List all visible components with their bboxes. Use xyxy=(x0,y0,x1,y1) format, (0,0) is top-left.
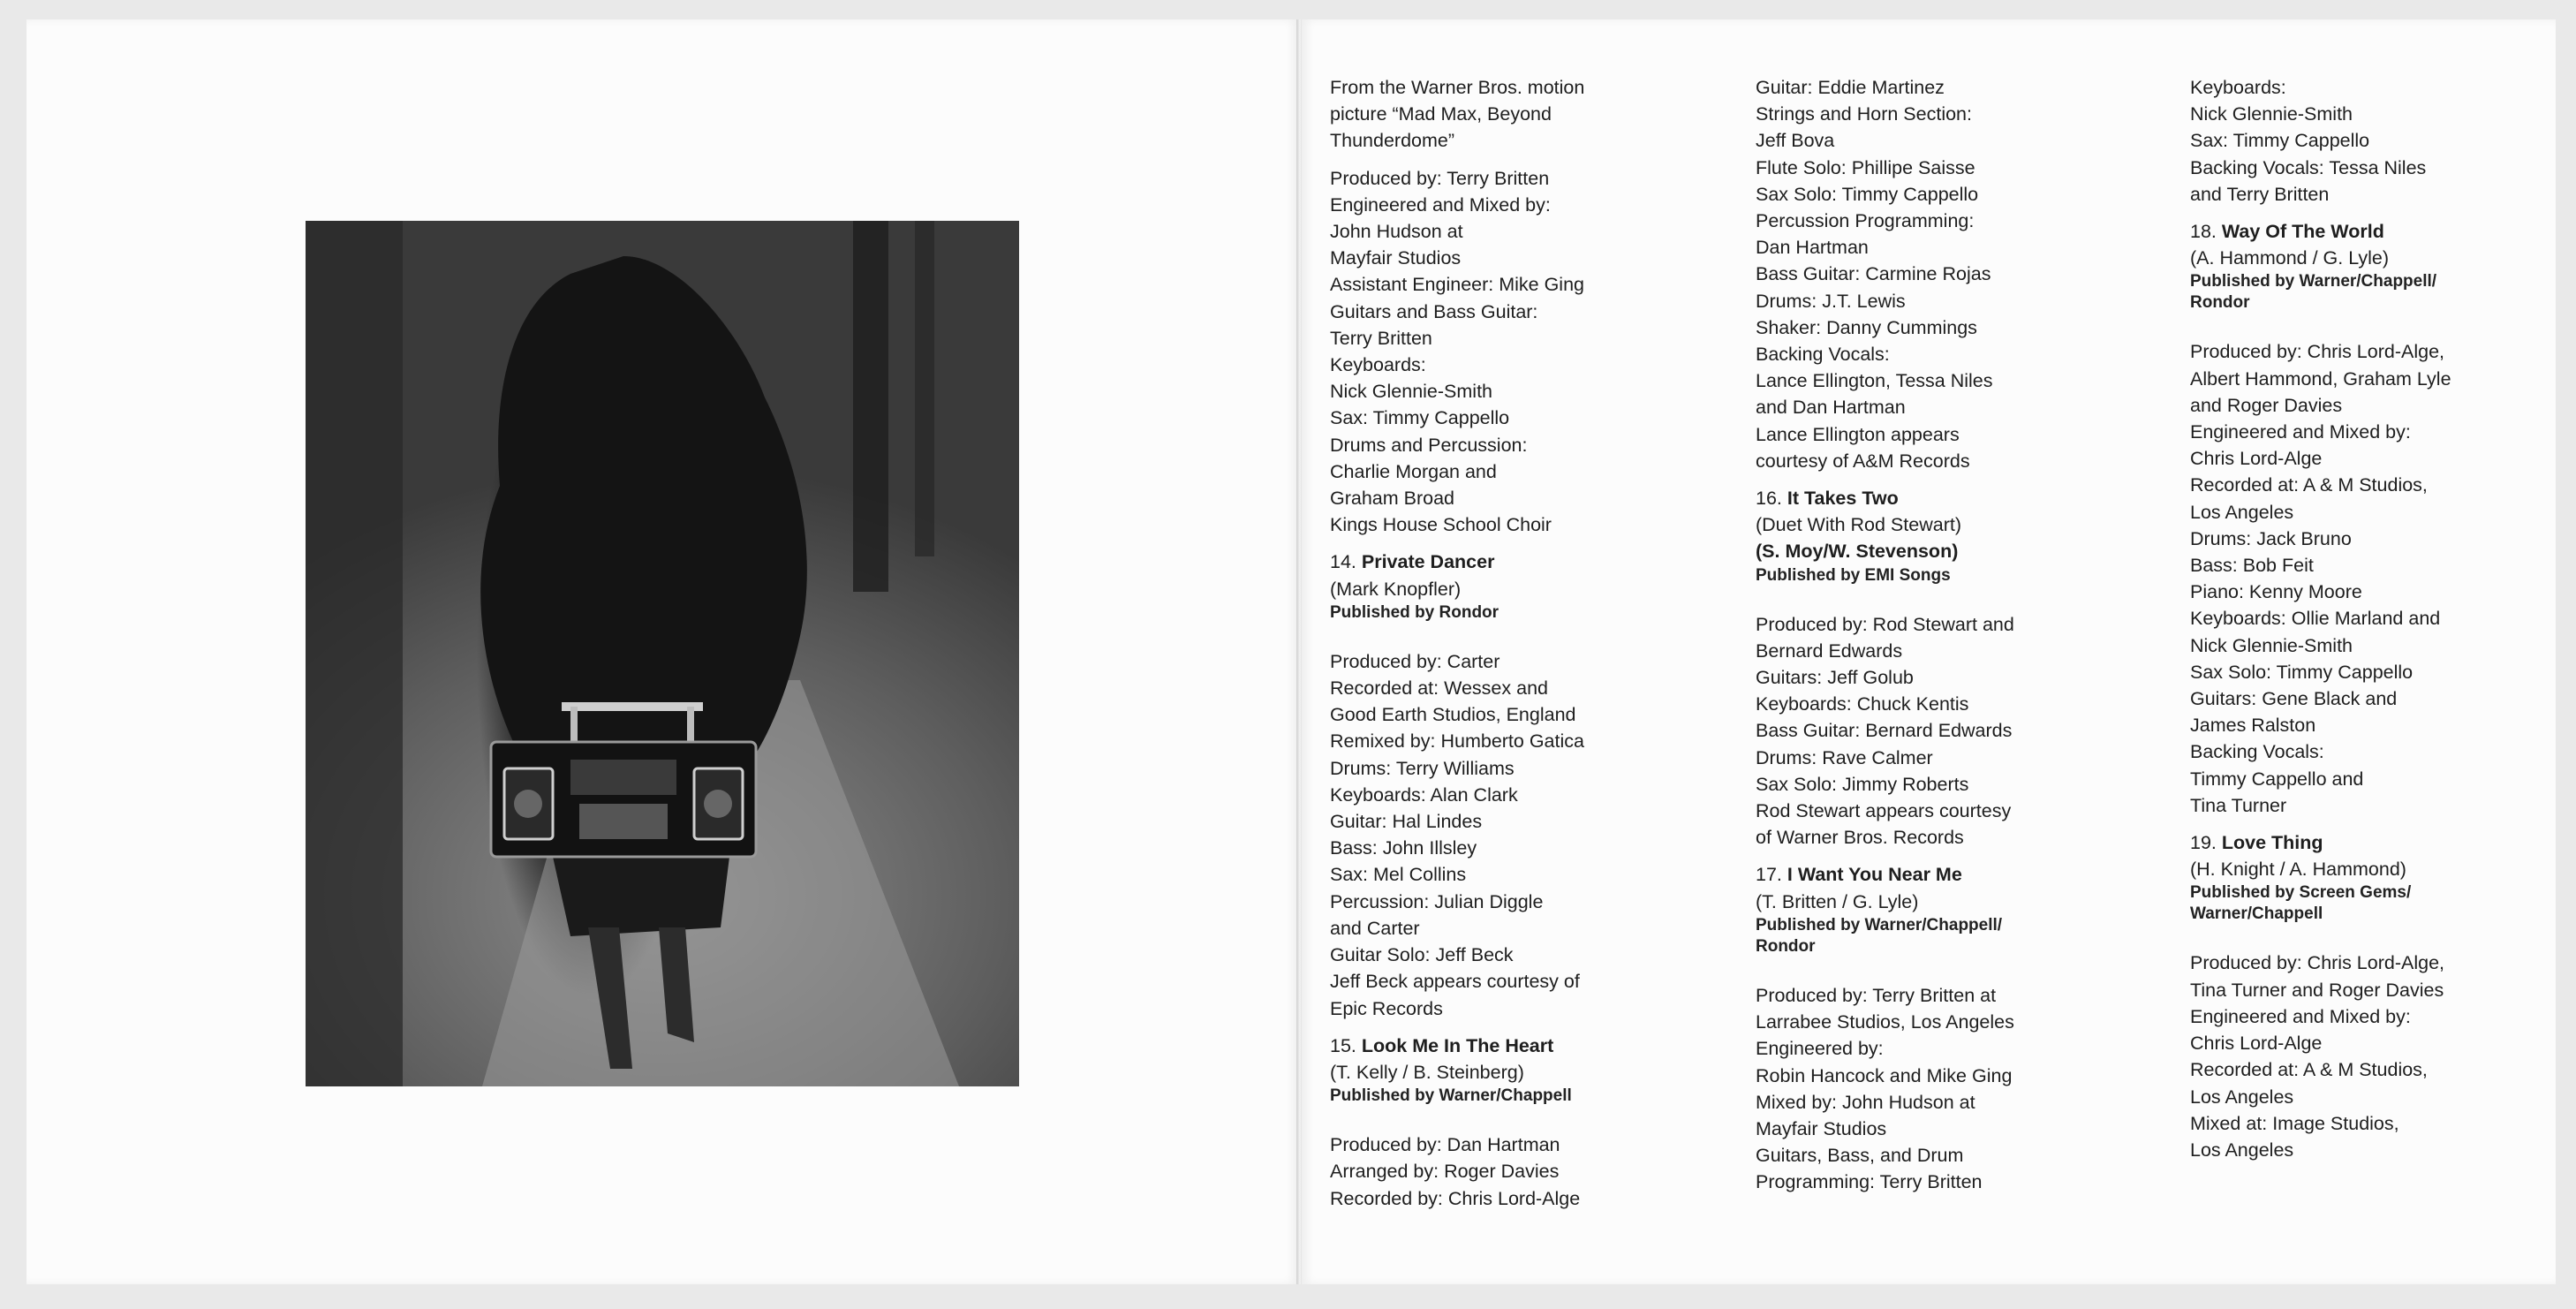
credit-line: Percussion: Julian Diggle xyxy=(1330,890,1544,912)
credit-line: courtesy of A&M Records xyxy=(1756,450,1970,472)
track-title: Way Of The World xyxy=(2221,221,2384,243)
credit-line: Piano: Kenny Moore xyxy=(2190,581,2362,603)
credit-line: Programming: Terry Britten xyxy=(1756,1171,1983,1193)
credit-line: Keyboards: Ollie Marland and xyxy=(2190,608,2441,630)
credit-line: Backing Vocals: xyxy=(2190,741,2324,763)
credit-line: and Dan Hartman xyxy=(1756,397,1906,419)
credit-line: Backing Vocals: Tessa Niles xyxy=(2190,156,2427,178)
credit-line: Sax Solo: Jimmy Roberts xyxy=(1756,773,1969,795)
credit-line: Los Angeles xyxy=(2190,501,2294,523)
track-publisher: Published by Rondor xyxy=(1330,602,1500,622)
track-title: Private Dancer xyxy=(1361,551,1495,573)
credit-line: Keyboards: xyxy=(2190,77,2286,98)
credits-column-1 xyxy=(1330,74,1754,1212)
credit-line: Sax: Timmy Cappello xyxy=(2190,130,2370,152)
track-19 xyxy=(2190,829,2552,1163)
credit-line: Kings House School Choir xyxy=(1330,514,1552,536)
credits-column-2 xyxy=(1756,74,2179,1196)
track-publisher: Published by Screen Gems/ xyxy=(2190,883,2412,903)
credit-line: Robin Hancock and Mike Ging xyxy=(1756,1064,2013,1086)
track-17 xyxy=(1756,861,2179,1195)
credit-line: Produced by: Dan Hartman xyxy=(1330,1134,1560,1156)
credit-line: Produced by: Rod Stewart and xyxy=(1756,613,2014,635)
credit-line: and Carter xyxy=(1330,917,1420,939)
credit-line: of Warner Bros. Records xyxy=(1756,827,1964,849)
credits-block xyxy=(1756,74,2179,474)
credits-block xyxy=(2190,74,2552,208)
credit-line: Mixed at: Image Studios, xyxy=(2190,1112,2399,1134)
credit-line: Guitars, Bass, and Drum xyxy=(1756,1145,1964,1167)
track-composer: (T. Britten / G. Lyle) xyxy=(1756,890,1919,912)
credit-line: Timmy Cappello and xyxy=(2190,768,2364,790)
credit-line: Lance Ellington, Tessa Niles xyxy=(1756,370,1993,392)
credit-line: Mayfair Studios xyxy=(1330,247,1462,269)
track-15 xyxy=(1330,1033,1754,1212)
credit-line: Keyboards: Alan Clark xyxy=(1330,783,1518,806)
credit-line: Flute Solo: Phillipe Saisse xyxy=(1756,156,1975,178)
track-number: 18. xyxy=(2190,221,2217,243)
credit-line: Keyboards: xyxy=(1330,354,1426,376)
credit-line: Tina Turner xyxy=(2190,794,2287,816)
credits-column-3 xyxy=(2190,74,2552,1163)
credit-line: Mayfair Studios xyxy=(1756,1117,1887,1139)
credit-line: Recorded by: Chris Lord-Alge xyxy=(1330,1187,1581,1209)
credit-line: Jeff Beck appears courtesy of xyxy=(1330,971,1580,993)
intro-block xyxy=(1330,74,1754,155)
credit-line: Terry Britten xyxy=(1330,327,1432,349)
credit-line: Shaker: Danny Cummings xyxy=(1756,316,1977,338)
credit-line: Nick Glennie-Smith xyxy=(2190,103,2353,125)
track-number: 16. xyxy=(1756,488,1782,510)
credit-line: Bass: John Illsley xyxy=(1330,837,1477,859)
credit-line: Produced by: Chris Lord-Alge, xyxy=(2190,341,2445,363)
credit-line: and Terry Britten xyxy=(2190,183,2330,205)
credit-line: Guitar Solo: Jeff Beck xyxy=(1330,944,1514,966)
credit-line: Recorded at: Wessex and xyxy=(1330,677,1548,700)
credit-line: Good Earth Studios, England xyxy=(1330,704,1576,726)
credit-line: Bass Guitar: Carmine Rojas xyxy=(1756,263,1991,285)
credit-line: Nick Glennie-Smith xyxy=(2190,634,2353,656)
cover-photo xyxy=(306,221,1019,1086)
track-title: Love Thing xyxy=(2221,832,2323,854)
track-title: Look Me In The Heart xyxy=(1361,1034,1554,1056)
credit-line: Larrabee Studios, Los Angeles xyxy=(1756,1011,2014,1033)
credit-line: Bass: Bob Feit xyxy=(2190,555,2314,577)
credit-line: Rod Stewart appears courtesy xyxy=(1756,800,2012,822)
track-composer: (Duet With Rod Stewart) xyxy=(1756,514,1961,536)
track-number: 19. xyxy=(2190,832,2217,854)
track-publisher: Warner/Chappell xyxy=(2190,904,2323,924)
track-publisher: Published by EMI Songs xyxy=(1756,565,1951,585)
credit-line: Produced by: Terry Britten xyxy=(1330,167,1550,189)
track-heading xyxy=(2190,218,2552,245)
intro-line: Thunderdome” xyxy=(1330,130,1455,152)
track-publisher: Rondor xyxy=(1756,936,1816,956)
credit-line: Drums: J.T. Lewis xyxy=(1756,290,1906,312)
credit-line: Chris Lord-Alge xyxy=(2190,448,2323,470)
credit-line: Produced by: Terry Britten at xyxy=(1756,984,1997,1006)
track-composer: (Mark Knopfler) xyxy=(1330,578,1462,600)
credit-line: Sax: Timmy Cappello xyxy=(1330,407,1510,429)
credit-line: Tina Turner and Roger Davies xyxy=(2190,979,2444,1001)
credit-line: Engineered by: xyxy=(1756,1038,1884,1060)
credit-line: Guitar: Eddie Martinez xyxy=(1756,77,1945,98)
credit-line: Guitar: Hal Lindes xyxy=(1330,811,1483,833)
credit-line: Los Angeles xyxy=(2190,1086,2294,1108)
credit-line: Drums: Jack Bruno xyxy=(2190,527,2352,549)
credit-line: Recorded at: A & M Studios, xyxy=(2190,474,2428,496)
credit-line: Arranged by: Roger Davies xyxy=(1330,1161,1560,1183)
credit-line: and Roger Davies xyxy=(2190,394,2343,416)
track-composer: (A. Hammond / G. Lyle) xyxy=(2190,247,2390,269)
track-number: 17. xyxy=(1756,864,1782,886)
credit-line: Sax Solo: Timmy Cappello xyxy=(1756,183,1979,205)
credit-line: Strings and Horn Section: xyxy=(1756,103,1972,125)
track-heading xyxy=(1330,1033,1754,1059)
track-number: 14. xyxy=(1330,551,1356,573)
track-title: I Want You Near Me xyxy=(1787,864,1962,886)
intro-line: picture “Mad Max, Beyond xyxy=(1330,103,1552,125)
track-number: 15. xyxy=(1330,1034,1356,1056)
credit-line: Lance Ellington appears xyxy=(1756,423,1960,445)
credit-line: Produced by: Carter xyxy=(1330,650,1500,672)
credit-line: John Hudson at xyxy=(1330,221,1463,243)
intro-line: From the Warner Bros. motion xyxy=(1330,77,1585,98)
credit-line: Nick Glennie-Smith xyxy=(1330,381,1492,403)
credit-line: Graham Broad xyxy=(1330,488,1455,510)
track-publisher: Published by Warner/Chappell/ xyxy=(2190,272,2437,291)
credit-line: Drums: Rave Calmer xyxy=(1756,746,1933,768)
credit-line: Albert Hammond, Graham Lyle xyxy=(2190,367,2451,390)
track-composer: (H. Knight / A. Hammond) xyxy=(2190,859,2406,881)
credits-block xyxy=(1330,165,1754,539)
credit-line: Drums: Terry Williams xyxy=(1330,757,1515,779)
credit-line: Chris Lord-Alge xyxy=(2190,1033,2323,1055)
track-publisher: Published by Warner/Chappell xyxy=(1330,1086,1572,1106)
credit-line: Mixed by: John Hudson at xyxy=(1756,1091,1975,1113)
credit-line: Charlie Morgan and xyxy=(1330,460,1497,482)
credit-line: Engineered and Mixed by: xyxy=(2190,421,2411,443)
credit-line: Guitars: Jeff Golub xyxy=(1756,667,1914,689)
credit-line: Engineered and Mixed by: xyxy=(2190,1005,2411,1027)
credit-line: Recorded at: A & M Studios, xyxy=(2190,1059,2428,1081)
credit-line: Bass Guitar: Bernard Edwards xyxy=(1756,720,2013,742)
credit-line: Bernard Edwards xyxy=(1756,639,1903,662)
track-composer: (S. Moy/W. Stevenson) xyxy=(1756,541,1959,563)
track-heading xyxy=(1756,861,2179,888)
track-publisher: Published by Warner/Chappell/ xyxy=(1756,915,2003,934)
credit-line: Drums and Percussion: xyxy=(1330,434,1528,456)
credit-line: Guitars and Bass Guitar: xyxy=(1330,300,1538,322)
track-heading xyxy=(1330,549,1754,575)
credit-line: Guitars: Gene Black and xyxy=(2190,688,2398,710)
credit-line: Sax Solo: Timmy Cappello xyxy=(2190,661,2414,683)
credit-line: Epic Records xyxy=(1330,997,1443,1019)
track-heading xyxy=(2190,829,2552,856)
credit-line: James Ralston xyxy=(2190,715,2316,737)
track-composer: (T. Kelly / B. Steinberg) xyxy=(1330,1061,1524,1083)
credit-line: Produced by: Chris Lord-Alge, xyxy=(2190,952,2445,974)
credit-line: Keyboards: Chuck Kentis xyxy=(1756,693,1969,715)
credit-line: Assistant Engineer: Mike Ging xyxy=(1330,274,1584,296)
credit-line: Engineered and Mixed by: xyxy=(1330,193,1551,216)
credit-line: Sax: Mel Collins xyxy=(1330,864,1467,886)
credit-line: Los Angeles xyxy=(2190,1139,2294,1161)
credit-line: Jeff Bova xyxy=(1756,130,1835,152)
credit-line: Remixed by: Humberto Gatica xyxy=(1330,730,1584,753)
track-publisher: Rondor xyxy=(2190,293,2250,313)
track-heading xyxy=(1756,485,2179,511)
track-14 xyxy=(1330,549,1754,1021)
track-16 xyxy=(1756,485,2179,851)
track-title: It Takes Two xyxy=(1787,488,1899,510)
credit-line: Dan Hartman xyxy=(1756,237,1869,259)
track-18 xyxy=(2190,218,2552,819)
credit-line: Percussion Programming: xyxy=(1756,210,1975,232)
credit-line: Backing Vocals: xyxy=(1756,344,1890,366)
